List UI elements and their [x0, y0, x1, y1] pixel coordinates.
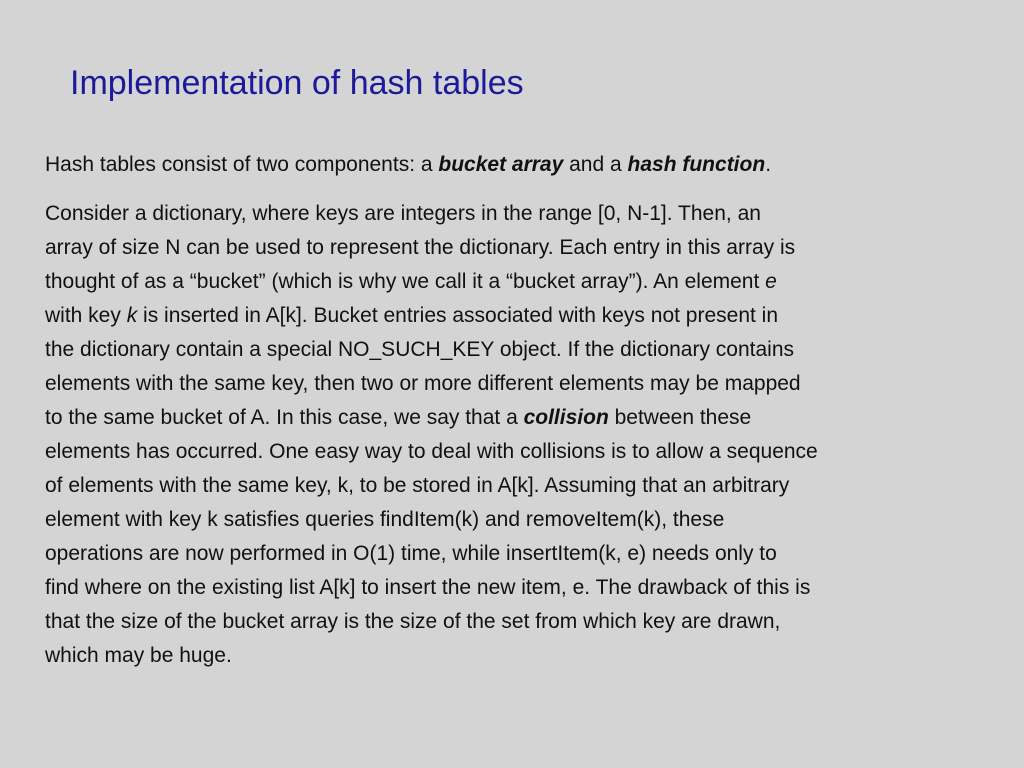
intro-text-after: .	[765, 153, 772, 176]
body-line-5: the dictionary contain a special NO_SUCH_KEY object. If the dictionary contains	[45, 338, 795, 361]
body-line-4-text-before: with key	[45, 304, 127, 327]
term-collision: collision	[523, 406, 609, 429]
body-paragraph	[45, 197, 818, 673]
body-line-12: find where on the existing list A[k] to insert the new item, e. The drawback of this is	[45, 576, 811, 599]
body-line-10: element with key k satisfies queries findItem(k) and removeItem(k), these	[45, 508, 725, 531]
body-line-7-text-before: to the same bucket of A. In this case, we say that a	[45, 406, 524, 429]
body-line-13: that the size of the bucket array is the size of the set from which key are drawn,	[45, 610, 781, 633]
body-line-1: Consider a dictionary, where keys are integers in the range [0, N-1]. Then, an	[45, 202, 761, 225]
term-bucket-array: bucket array	[438, 153, 564, 176]
body-line-7	[45, 401, 818, 435]
body-line-8: elements has occurred. One easy way to deal with collisions is to allow a sequence	[45, 440, 818, 463]
body-line-2: array of size N can be used to represent the dictionary. Each entry in this array is	[45, 236, 796, 259]
slide-title: Implementation of hash tables	[70, 64, 524, 102]
term-hash-function: hash function	[627, 153, 766, 176]
body-line-14: which may be huge.	[45, 644, 232, 667]
intro-text-middle: and a	[563, 153, 628, 176]
body-line-3	[45, 265, 818, 299]
variable-e: e	[765, 270, 777, 293]
intro-paragraph	[45, 150, 771, 180]
variable-k: k	[126, 304, 138, 327]
body-line-6: elements with the same key, then two or more different elements may be mapped	[45, 372, 801, 395]
body-line-9: of elements with the same key, k, to be stored in A[k]. Assuming that an arbitrary	[45, 474, 790, 497]
body-line-4-text-after: is inserted in A[k]. Bucket entries associated with keys not present in	[137, 304, 779, 327]
body-line-11: operations are now performed in O(1) time, while insertItem(k, e) needs only to	[45, 542, 777, 565]
intro-text-before: Hash tables consist of two components: a	[45, 153, 439, 176]
body-line-7-text-after: between these	[608, 406, 752, 429]
body-line-4	[45, 299, 818, 333]
body-line-3-text: thought of as a “bucket” (which is why we call it a “bucket array”). An element	[45, 270, 766, 293]
